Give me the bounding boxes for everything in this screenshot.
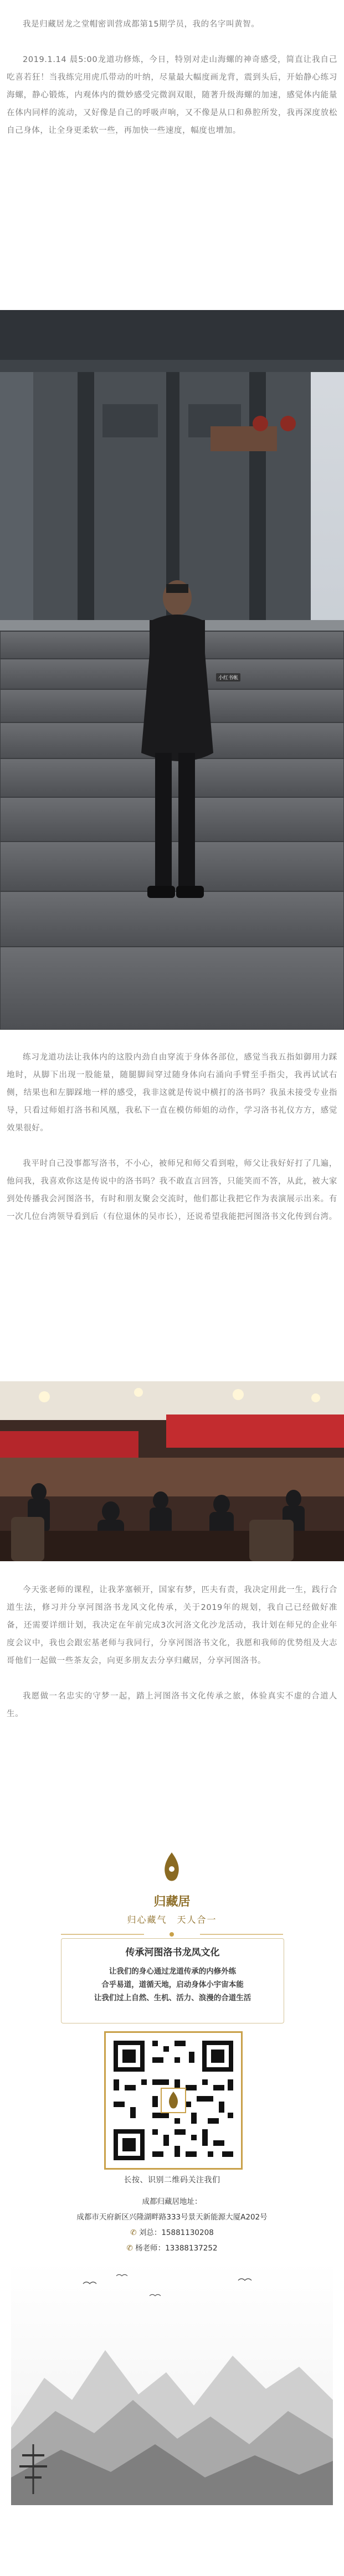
culture-line: 让我们的身心通过龙道传承的内修外练	[109, 1967, 237, 1976]
culture-line: 让我们过上自然、生机、活力、浪漫的合道生活	[94, 1994, 251, 2002]
brand-name: 归藏居	[153, 1894, 191, 1909]
culture-lines	[61, 1965, 284, 2005]
photo-man-on-stairs	[0, 310, 344, 1030]
address-label: 成都归藏居地址：	[142, 2197, 202, 2206]
paragraph: 2019.1.14 晨5:00龙道功修炼，今日，特别对走山海螺的神奇感受，简直让我自己吃喜若狂！当我练完用虎爪带动的叶纳，尽量最大幅度画龙背，震到头后，开始静心练习海螺，静心锻炼，内观体内的微妙感受完微润双眼，随著升级海螺的加速，感觉体内能量在体内同样的流动，又好像是自己的呼吸声响，又不像是从口和鼻腔所发，我再深度放松自己身体，让全身更柔软一些，再加快一些速度，幅度也增加。	[7, 55, 337, 135]
culture-line: 合乎易道，道循天地，启动身体小宇宙本能	[101, 1980, 244, 1989]
phone-icon: ✆	[126, 2244, 136, 2253]
contact-phone[interactable]: 15881130208	[161, 2228, 214, 2237]
paragraph: 练习龙道功法让我体内的这股内劲自由穿流于身体各部位，感觉当我五指如御用力踩地时，从脚下出现一股能量，随腿脚间穿过随身体向右涌向手臂至手指尖，我再试试右侧，结果也和左脚踩地一样的感受，我非这就是传说中横打的洛书吗？我虽未接受专业指导，只看过师姐打洛书和风凰，我私下一直在模仿师姐的动作，学习洛书礼仪方方，感觉效果很好。	[7, 1053, 337, 1133]
culture-box	[61, 1938, 284, 2023]
photo-meeting-room	[0, 1381, 344, 1561]
photo-tag: 小红书帐	[216, 673, 240, 682]
qr-code[interactable]	[104, 2031, 243, 2170]
intro-text	[7, 16, 337, 140]
qr-code-icon	[106, 2033, 241, 2168]
contact-phone[interactable]: 13388137252	[165, 2244, 218, 2253]
ink-landscape	[11, 2262, 333, 2505]
middle-text	[7, 1049, 337, 1226]
qr-caption: 长按、识别二维码关注我们	[124, 2176, 220, 2185]
phone-icon: ✆	[130, 2228, 139, 2237]
brand-logo-icon	[155, 1850, 188, 1889]
paragraph: 我愿做一名忠实的守梦一起，踏上河图洛书文化传承之旅，体验真实不虚的合道人生。	[7, 1692, 337, 1718]
closing-text	[7, 1581, 337, 1723]
contact-line: ✆ 杨老师：13388137252	[126, 2244, 218, 2253]
brand-tagline: 归心藏气 天人合一	[127, 1914, 217, 1925]
paragraph: 我平时自己没事都写洛书，不小心，被师兄和师父看到啦，师父让我好好打了几遍，他问我，我喜欢你这是传说中的洛书吗？我不敢直言回答，只能笑而不答，从此，被大家到处传播我会河图洛书，有时和朋友聚会交流时，他们都让我把它作为表演展示出来。有一次几位台湾领导看到后（有位退休的吴市长），还说希望我能把河图洛书文化传到台湾。	[7, 1159, 337, 1221]
address-text: 成都市天府新区兴隆湖畔路333号景天新能源大厦A202号	[76, 2213, 268, 2222]
address-block	[11, 2194, 333, 2256]
contact-line: ✆ 刘总：15881130208	[130, 2228, 214, 2237]
paragraph: 我是归藏居龙之堂帽密训营成都第15期学员，我的名字叫黄智。	[23, 20, 260, 29]
culture-title: 传承河图洛书龙凤文化	[125, 1947, 220, 1958]
contact-name: 刘总	[138, 2228, 154, 2237]
contact-name: 杨老师	[135, 2244, 158, 2253]
ornament-divider	[61, 1931, 283, 1938]
brand-card	[11, 1841, 333, 2505]
paragraph: 今天张老师的课程，让我茅塞顿开，国家有梦，匹夫有责，我决定用此一生，践行合道生法，修习并分享河图洛书龙风文化传承，关于2019年的规划，我自己已经做好准备，还需要详细计划，我决定在年前完成3次河洛文化沙龙活动，我计划在师兄的企业年度会议中，我也会跟宏基老师与我同行，分享河图洛书文化，我愿和我师的优势组及大志哥他们一起做一些茶友会，向更多朋友去分享归藏居，分享河图洛书。	[7, 1586, 337, 1665]
